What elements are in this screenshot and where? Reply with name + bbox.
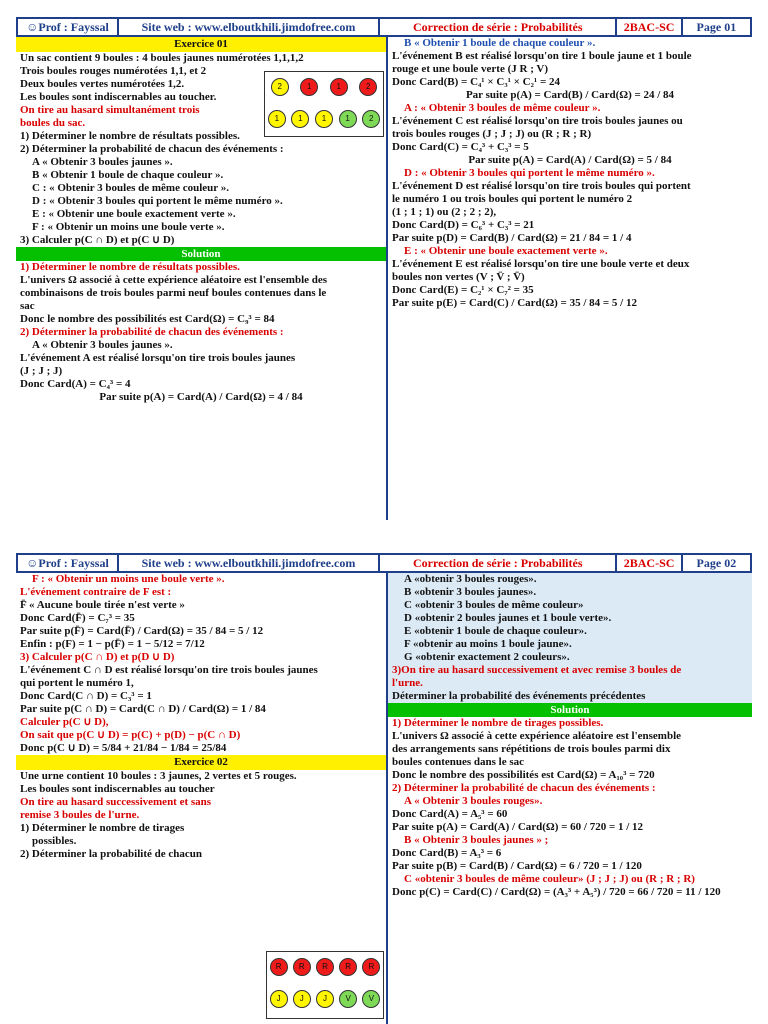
text-line: Par suite p(D) = Card(B) / Card(Ω) = 21 / 84 = 1 / 4 <box>392 232 632 244</box>
text-line: 3) Calculer p(C ∩ D) et p(D ∪ D) <box>20 651 175 663</box>
left-column <box>16 37 388 520</box>
text-line: Donc Card(D) = C₆³ + C₃³ = 21 <box>392 219 535 231</box>
text-line: 1) Déterminer le nombre de tirages <box>20 822 185 834</box>
text-line: On sait que p(C ∪ D) = p(C) + p(D) − p(C ∩ D) <box>20 729 241 741</box>
ball: R <box>270 958 288 976</box>
text-line: 2) Déterminer la probabilité de chacun des événements : <box>20 326 284 338</box>
solution-continued <box>388 37 752 310</box>
text-line: L'univers Ω associé à cette expérience aléatoire est l'ensemble des <box>20 274 328 286</box>
text-line: E : « Obtenir une boule exactement verte ». <box>404 245 608 257</box>
text-line: le numéro 1 ou trois boules qui portent le numéro 2 <box>392 193 633 205</box>
text-line: F̄ « Aucune boule tirée n'est verte » <box>20 599 185 611</box>
text-line: Les boules sont indiscernables au toucher. <box>20 91 217 103</box>
ball: 2 <box>359 78 377 96</box>
text-line: E : « Obtenir une boule exactement verte ». <box>32 208 236 220</box>
text-line: G «obtenir exactement 2 couleurs». <box>404 651 570 663</box>
header-author-text: Prof : Fayssal <box>38 555 109 570</box>
header-title: Correction de série : Probabilités <box>380 555 617 571</box>
header-site: Site web : www.elboutkhili.jimdofree.com <box>119 555 380 571</box>
ball: J <box>293 990 311 1008</box>
text-line: Un sac contient 9 boules : 4 boules jaunes numérotées 1,1,1,2 <box>20 52 304 64</box>
text-line: D «obtenir 2 boules jaunes et 1 boule verte». <box>404 612 612 624</box>
text-line: Donc p(C ∪ D) = 5/84 + 21/84 − 1/84 = 25/84 <box>20 742 227 754</box>
text-line: Donc Card(B) = C₄¹ × C₃¹ × C₂¹ = 24 <box>392 76 560 88</box>
text-line: L'événement C ∩ D est réalisé lorsqu'on tire trois boules jaunes <box>20 664 318 676</box>
text-line: L'événement contraire de F est : <box>20 586 172 598</box>
ball: J <box>270 990 288 1008</box>
page-1 <box>16 17 752 520</box>
ball: 1 <box>315 110 333 128</box>
text-line: A « Obtenir 3 boules rouges». <box>404 795 543 807</box>
text-line: trois boules rouges (J ; J ; J) ou (R ; R ; R) <box>392 128 592 140</box>
text-line: Une urne contient 10 boules : 3 jaunes, 2 vertes et 5 rouges. <box>20 770 297 782</box>
text-line: Donc le nombre des possibilités est Card(Ω) = A₁₀³ = 720 <box>392 769 655 781</box>
text-line: On tire au hasard successivement et sans <box>20 796 212 808</box>
text-line: qui portent le numéro 1, <box>20 677 134 689</box>
logo-icon: ☺ <box>26 556 39 570</box>
text-line: Donc Card(A) = A₅³ = 60 <box>392 808 508 820</box>
text-line: C «obtenir 3 boules de même couleur» (J ; J ; J) ou (R ; R ; R) <box>404 873 695 885</box>
ball: J <box>316 990 334 1008</box>
text-line: Par suite p(E) = Card(C) / Card(Ω) = 35 / 84 = 5 / 12 <box>392 297 637 309</box>
text-line: B « Obtenir 1 boule de chaque couleur ». <box>32 169 224 181</box>
text-line: Par suite p(B) = Card(B) / Card(Ω) = 6 / 720 = 1 / 120 <box>392 860 642 872</box>
right-column <box>388 573 752 1024</box>
ball: R <box>339 958 357 976</box>
ball: V <box>362 990 380 1008</box>
balls-illustration <box>264 71 384 137</box>
text-line: Donc le nombre des possibilités est Card(Ω) = C₉³ = 84 <box>20 313 275 325</box>
solution-text <box>16 261 386 404</box>
text-line: On tire au hasard simultanément trois <box>20 104 200 116</box>
text-line: possibles. <box>32 835 77 847</box>
text-line: A « Obtenir 3 boules jaunes ». <box>32 156 173 168</box>
text-line: B « Obtenir 3 boules jaunes » ; <box>404 834 549 846</box>
solution-title: Solution <box>388 703 752 717</box>
text-line: remise 3 boules de l'urne. <box>20 809 140 821</box>
text-line: C : « Obtenir 3 boules de même couleur ». <box>32 182 229 194</box>
text-line: L'événement C est réalisé lorsqu'on tire trois boules jaunes ou <box>392 115 683 127</box>
text-line: Calculer p(C ∪ D), <box>20 716 109 728</box>
text-line: (1 ; 1 ; 1) ou (2 ; 2 ; 2), <box>392 206 497 218</box>
text-line: L'événement A est réalisé lorsqu'on tire trois boules jaunes <box>20 352 296 364</box>
text-line: C «obtenir 3 boules de même couleur» <box>404 599 584 611</box>
text-line: Donc Card(B) = A₃³ = 6 <box>392 847 502 859</box>
text-line: 1) Déterminer le nombre de tirages possibles. <box>392 717 604 729</box>
exercise-statement <box>16 770 386 861</box>
header-page: Page 01 <box>696 19 737 34</box>
text-line: D : « Obtenir 3 boules qui portent le même numéro ». <box>32 195 283 207</box>
text-line: F : « Obtenir un moins une boule verte ». <box>32 573 225 585</box>
text-line: l'urne. <box>392 677 423 689</box>
text-line: A : « Obtenir 3 boules de même couleur ». <box>404 102 601 114</box>
text-line: E «obtenir 1 boule de chaque couleur». <box>404 625 587 637</box>
text-line: Deux boules vertes numérotées 1,2. <box>20 78 185 90</box>
text-line: B « Obtenir 1 boule de chaque couleur ». <box>404 37 596 49</box>
text-line: L'univers Ω associé à cette expérience aléatoire est l'ensemble <box>392 730 682 742</box>
text-line: sac <box>20 300 35 312</box>
text-line: Donc Card(F̄) = C₇³ = 35 <box>20 612 135 624</box>
text-line: 2) Déterminer la probabilité de chacun <box>20 848 202 860</box>
right-column <box>388 37 752 520</box>
ball: R <box>316 958 334 976</box>
text-line: F «obtenir au moins 1 boule jaune». <box>404 638 572 650</box>
exercise-title: Exercice 02 <box>16 755 386 770</box>
solution-text <box>388 717 752 899</box>
ball: V <box>339 990 357 1008</box>
text-line: Les boules sont indiscernables au toucher <box>20 783 215 795</box>
text-line: Donc Card(A) = C₄³ = 4 <box>20 378 131 390</box>
ball: 1 <box>291 110 309 128</box>
text-line: Déterminer la probabilité des événements précédentes <box>392 690 646 702</box>
page-2 <box>16 553 752 1024</box>
text-line: rouge et une boule verte (J R ; V) <box>392 63 549 75</box>
logo-icon: ☺ <box>26 20 39 34</box>
text-line: Par suite p(A) = Card(A) / Card(Ω) = 5 / 84 <box>468 154 672 166</box>
ball: 1 <box>339 110 357 128</box>
ball: R <box>362 958 380 976</box>
ball: 1 <box>300 78 318 96</box>
text-line: Donc Card(C ∩ D) = C₃³ = 1 <box>20 690 152 702</box>
ball: 1 <box>268 110 286 128</box>
text-line: Par suite p(A) = Card(A) / Card(Ω) = 4 / 84 <box>99 391 303 403</box>
ball: 1 <box>330 78 348 96</box>
text-line: (J ; J ; J) <box>20 365 63 377</box>
text-line: 2) Déterminer la probabilité de chacun des événements : <box>20 143 284 155</box>
ball: R <box>293 958 311 976</box>
exercise-questions <box>388 573 752 703</box>
ball: 2 <box>362 110 380 128</box>
text-line: D : « Obtenir 3 boules qui portent le même numéro ». <box>404 167 655 179</box>
text-line: Trois boules rouges numérotées 1,1, et 2 <box>20 65 207 77</box>
header-level: 2BAC-SC <box>617 555 682 571</box>
text-line: Enfin : p(F) = 1 − p(F̄) = 1 − 5/12 = 7/12 <box>20 638 205 650</box>
solution-text <box>16 573 386 755</box>
text-line: 2) Déterminer la probabilité de chacun des événements : <box>392 782 656 794</box>
exercise-title: Exercice 01 <box>16 37 386 52</box>
text-line: A « Obtenir 3 boules jaunes ». <box>32 339 173 351</box>
text-line: 1) Déterminer le nombre de résultats possibles. <box>20 261 240 273</box>
header-level: 2BAC-SC <box>617 19 682 35</box>
text-line: boules non vertes (V ; V̄ ; V̄) <box>392 271 525 283</box>
ball: 2 <box>271 78 289 96</box>
text-line: boules du sac. <box>20 117 86 129</box>
text-line: Par suite p(F̄) = Card(F̄) / Card(Ω) = 35 / 84 = 5 / 12 <box>20 625 264 637</box>
text-line: Par suite p(A) = Card(B) / Card(Ω) = 24 / 84 <box>465 89 675 101</box>
text-line: combinaisons de trois boules parmi neuf boules contenues dans le <box>20 287 327 299</box>
text-line: Par suite p(A) = Card(A) / Card(Ω) = 60 / 720 = 1 / 12 <box>392 821 644 833</box>
text-line: L'événement D est réalisé lorsqu'on tire trois boules qui portent <box>392 180 691 192</box>
text-line: Par suite p(C ∩ D) = Card(C ∩ D) / Card(Ω) = 1 / 84 <box>20 703 266 715</box>
text-line: boules contenues dans le sac <box>392 756 525 768</box>
page-header <box>16 17 752 37</box>
text-line: F : « Obtenir un moins une boule verte ». <box>32 221 225 233</box>
header-author <box>18 555 119 571</box>
header-title: Correction de série : Probabilités <box>380 19 617 35</box>
text-line: L'événement B est réalisé lorsqu'on tire 1 boule jaune et 1 boule <box>392 50 692 62</box>
text-line: des arrangements sans répétitions de trois boules parmi dix <box>392 743 671 755</box>
text-line: 3)On tire au hasard successivement et avec remise 3 boules de <box>392 664 682 676</box>
page-header <box>16 553 752 573</box>
header-author <box>18 19 119 35</box>
text-line: B «obtenir 3 boules jaunes». <box>404 586 537 598</box>
text-line: A «obtenir 3 boules rouges». <box>404 573 537 585</box>
left-column <box>16 573 388 1024</box>
solution-title: Solution <box>16 247 386 261</box>
text-line: Donc p(C) = Card(C) / Card(Ω) = (A₃³ + A₅³) / 720 = 66 / 720 = 11 / 120 <box>392 886 721 898</box>
header-site: Site web : www.elboutkhili.jimdofree.com <box>119 19 380 35</box>
balls-illustration <box>266 951 384 1019</box>
text-line: 1) Déterminer le nombre de résultats possibles. <box>20 130 240 142</box>
header-page: Page 02 <box>696 555 737 570</box>
text-line: Donc Card(E) = C₂¹ × C₇² = 35 <box>392 284 534 296</box>
text-line: L'événement E est réalisé lorsqu'on tire une boule verte et deux <box>392 258 690 270</box>
text-line: 3) Calculer p(C ∩ D) et p(C ∪ D) <box>20 234 175 246</box>
text-line: Donc Card(C) = C₄³ + C₃³ = 5 <box>392 141 529 153</box>
header-author-text: Prof : Fayssal <box>38 19 109 34</box>
